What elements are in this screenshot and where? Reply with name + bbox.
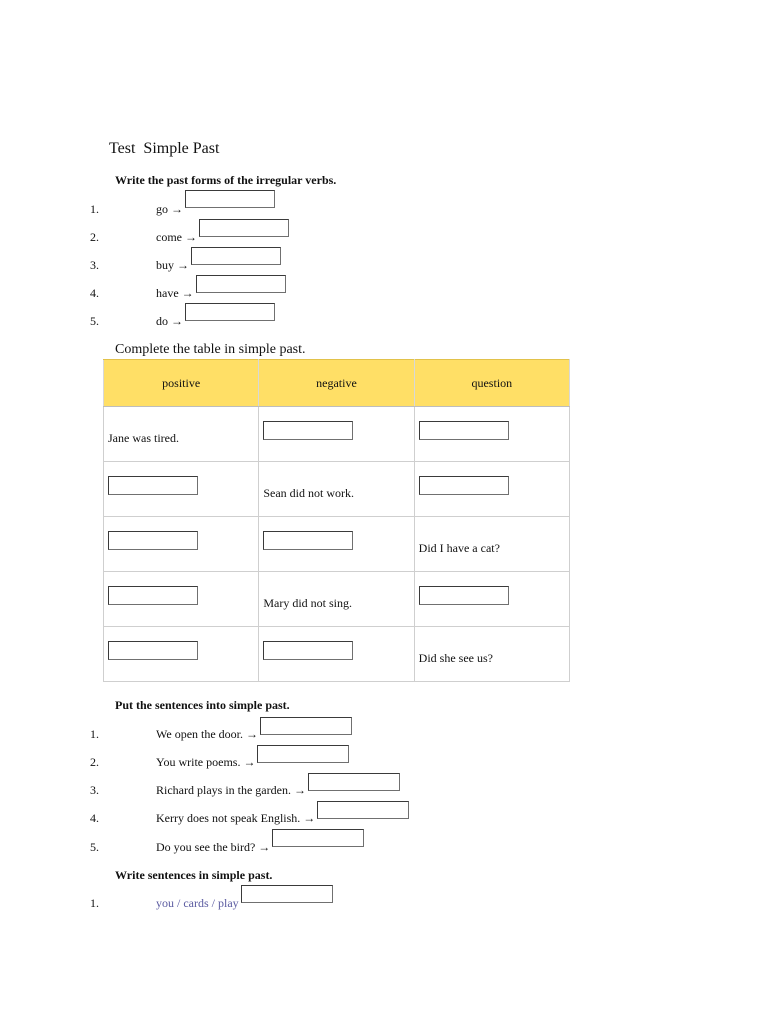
list-item <box>90 247 281 273</box>
table-cell <box>104 572 259 627</box>
item-number: 5. <box>90 840 99 854</box>
simple-past-table <box>103 359 570 682</box>
verb-label: come → <box>156 230 197 244</box>
table-cell <box>104 407 259 462</box>
item-number: 4. <box>90 286 99 300</box>
item-number: 3. <box>90 783 99 797</box>
table-header-row <box>104 360 570 407</box>
table-cell <box>259 517 414 572</box>
table-cell <box>104 517 259 572</box>
column-header: negative <box>259 360 414 407</box>
answer-field[interactable] <box>199 219 289 237</box>
table-cell <box>414 572 569 627</box>
list-item <box>90 829 364 855</box>
answer-field[interactable] <box>196 275 286 293</box>
page-title: Test Simple Past <box>109 140 220 157</box>
answer-field[interactable] <box>263 641 353 660</box>
answer-field[interactable] <box>263 421 353 440</box>
list-item <box>90 190 275 217</box>
answer-field[interactable] <box>272 829 364 847</box>
list-item <box>90 275 286 301</box>
item-number: 1. <box>90 727 99 741</box>
sentence-text: Do you see the bird? → <box>156 840 271 854</box>
item-number: 5. <box>90 314 99 328</box>
table-cell <box>414 407 569 462</box>
cell-text: Sean did not work. <box>263 485 354 500</box>
table-row <box>104 627 570 682</box>
cell-text: Did I have a cat? <box>418 540 500 555</box>
answer-field[interactable] <box>317 801 409 819</box>
answer-field[interactable] <box>185 190 275 208</box>
answer-field[interactable] <box>108 531 198 550</box>
verb-label: go → <box>156 202 183 216</box>
cell-text: Jane was tired. <box>108 430 179 445</box>
section2-heading: Complete the table in simple past. <box>115 342 306 357</box>
table-cell <box>259 627 414 682</box>
cell-text: Did she see us? <box>418 650 493 665</box>
sentence-text: Kerry does not speak English. → <box>156 811 316 825</box>
table-row <box>104 517 570 572</box>
column-header: positive <box>104 360 259 407</box>
list-item <box>90 303 275 329</box>
table-cell <box>259 407 414 462</box>
answer-field[interactable] <box>263 531 353 550</box>
answer-field[interactable] <box>241 885 333 903</box>
verb-label: have → <box>156 286 194 300</box>
section4-heading: Write sentences in simple past. <box>115 868 273 882</box>
section3-heading: Put the sentences into simple past. <box>115 698 290 712</box>
table-cell <box>259 572 414 627</box>
sentence-text: We open the door. → <box>156 727 259 741</box>
list-item <box>90 717 352 742</box>
prompt-text: you / cards / play <box>156 896 239 910</box>
table-cell <box>414 627 569 682</box>
list-item <box>90 801 409 826</box>
table-cell <box>104 627 259 682</box>
cell-text: Mary did not sing. <box>263 595 352 610</box>
table-cell <box>259 462 414 517</box>
table-row <box>104 572 570 627</box>
answer-field[interactable] <box>260 717 352 735</box>
table-row <box>104 462 570 517</box>
item-number: 2. <box>90 230 99 244</box>
answer-field[interactable] <box>419 586 509 605</box>
sentence-text: You write poems. → <box>156 755 256 769</box>
verb-label: do → <box>156 314 183 328</box>
answer-field[interactable] <box>108 641 198 660</box>
table-cell <box>414 462 569 517</box>
answer-field[interactable] <box>257 745 349 763</box>
table-cell <box>414 517 569 572</box>
item-number: 1. <box>90 202 99 216</box>
table-row <box>104 407 570 462</box>
answer-field[interactable] <box>185 303 275 321</box>
list-item <box>90 745 349 770</box>
list-item <box>90 885 333 911</box>
column-header: question <box>414 360 569 407</box>
item-number: 2. <box>90 755 99 769</box>
item-number: 3. <box>90 258 99 272</box>
answer-field[interactable] <box>419 476 509 495</box>
table-cell <box>104 462 259 517</box>
answer-field[interactable] <box>108 586 198 605</box>
answer-field[interactable] <box>419 421 509 440</box>
answer-field[interactable] <box>308 773 400 791</box>
answer-field[interactable] <box>191 247 281 265</box>
verb-label: buy → <box>156 258 189 272</box>
sentence-text: Richard plays in the garden. → <box>156 783 306 797</box>
item-number: 1. <box>90 896 99 910</box>
section1-heading: Write the past forms of the irregular verbs. <box>115 173 337 187</box>
list-item <box>90 773 400 798</box>
answer-field[interactable] <box>108 476 198 495</box>
list-item <box>90 219 289 245</box>
item-number: 4. <box>90 811 99 825</box>
